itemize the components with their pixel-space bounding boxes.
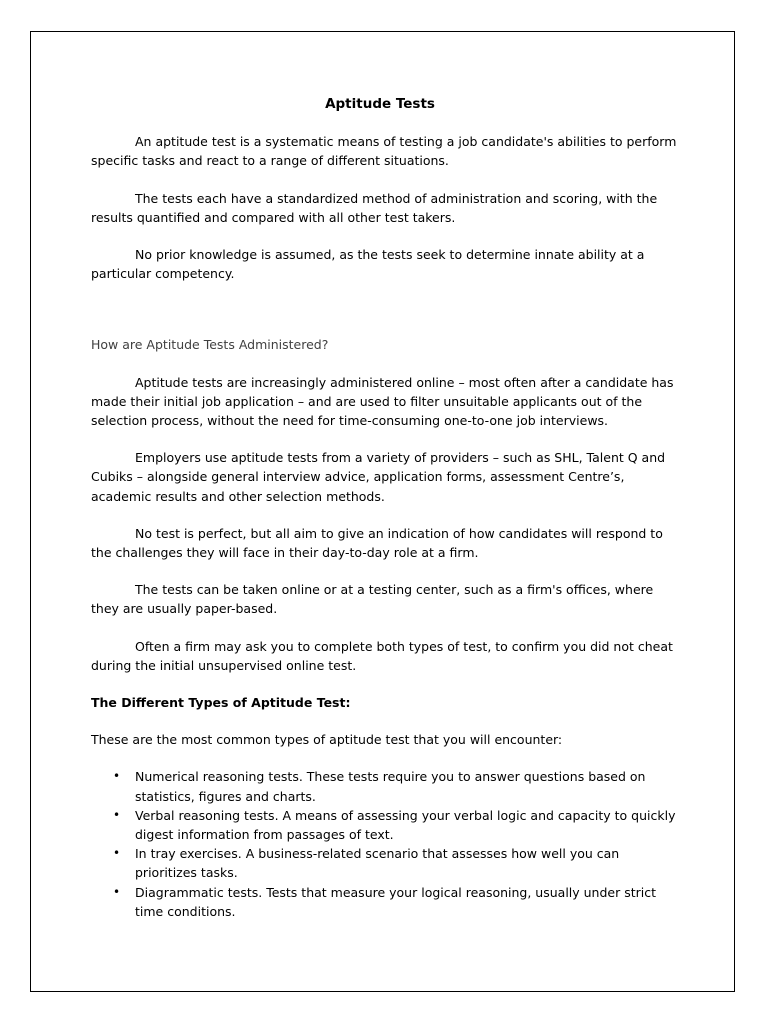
- document-title: Aptitude Tests: [325, 96, 435, 112]
- types-list: [91, 767, 681, 921]
- document-page: [30, 31, 735, 992]
- section-heading-administered: How are Aptitude Tests Administered?: [91, 337, 329, 353]
- intro-paragraph-1: An aptitude test is a systematic means of testing a job candidate's abilities to perform specific tasks and react to a range of different situations.: [91, 134, 677, 169]
- list-item-text: Verbal reasoning tests. A means of assessing your verbal logic and capacity to quickly digest information from passages of text.: [135, 807, 676, 843]
- list-item: [91, 767, 681, 805]
- bullet-icon: •: [113, 884, 121, 899]
- bullet-icon: •: [113, 807, 121, 822]
- section-paragraph-2: Employers use aptitude tests from a variety of providers – such as SHL, Talent Q and Cubiks – alongside general interview advice, application forms, assessment Centre’s, academic results and other selection methods.: [91, 450, 666, 504]
- section-paragraph-5: Often a firm may ask you to complete both types of test, to confirm you did not cheat during the initial unsupervised online test.: [91, 638, 673, 673]
- list-item-text: Diagrammatic tests. Tests that measure your logical reasoning, usually under strict time conditions.: [135, 884, 657, 919]
- section-paragraph-4: The tests can be taken online or at a testing center, such as a firm's offices, where they are usually paper-based.: [91, 582, 654, 617]
- document-body: [91, 95, 681, 921]
- section-paragraph-1: Aptitude tests are increasingly administered online – most often after a candidate has made their initial job application – and are used to filter unsuitable applicants out of the selection process, without the need for time-consuming one-to-one job interviews.: [91, 374, 674, 429]
- bullet-icon: •: [113, 769, 121, 784]
- list-item: [91, 883, 681, 921]
- types-intro: These are the most common types of aptitude test that you will encounter:: [91, 732, 563, 748]
- intro-paragraph-3: No prior knowledge is assumed, as the tests seek to determine innate ability at a particular competency.: [91, 247, 645, 282]
- types-heading: The Different Types of Aptitude Test:: [91, 695, 351, 711]
- bullet-icon: •: [113, 846, 121, 861]
- list-item: [91, 806, 681, 844]
- section-paragraph-3: No test is perfect, but all aim to give an indication of how candidates will respond to the challenges they will face in their day-to-day role at a firm.: [91, 525, 663, 561]
- list-item-text: Numerical reasoning tests. These tests require you to answer questions based on statistics, figures and charts.: [135, 769, 646, 804]
- intro-paragraph-2: The tests each have a standardized method of administration and scoring, with the results quantified and compared with all other test takers.: [91, 190, 658, 225]
- list-item: [91, 844, 681, 882]
- list-item-text: In tray exercises. A business-related scenario that assesses how well you can prioritizes tasks.: [135, 846, 620, 881]
